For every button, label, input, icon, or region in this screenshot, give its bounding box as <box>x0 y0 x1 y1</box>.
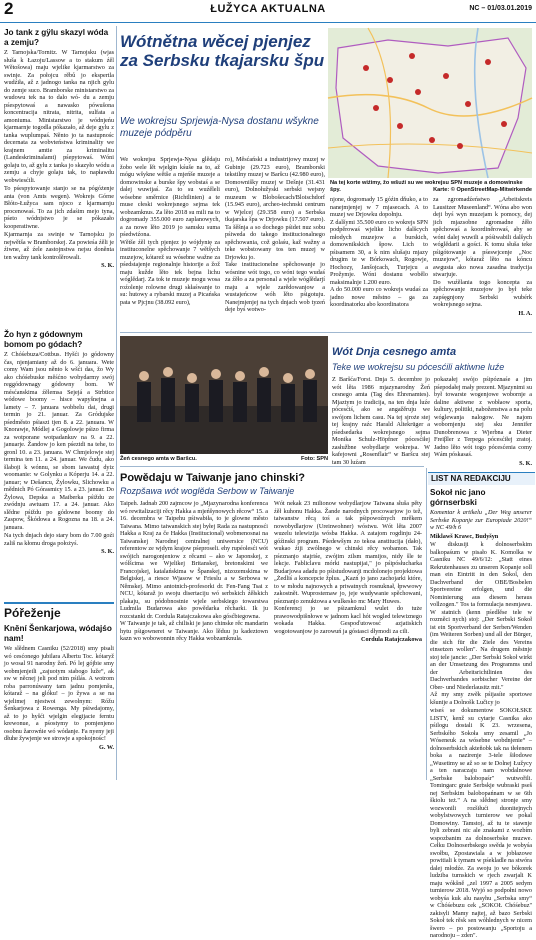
article-paragraph: Kjarmarnja za swinje w Tarnojsku jo nejwětša w Bramborskej. Za powieśa źěli je źiwne, až źele zastojnstwa nejsu doněnta ten wažny tank kontrolěrowali. <box>4 231 114 261</box>
article-paragraph: Na tych dnjach dejo stary bom do 7.00 goźi zališ na kłomu droga położyś. <box>4 532 114 547</box>
map-credit: Karte: © OpenStreetMap-Mitwirkende <box>433 186 532 193</box>
lead-column-2 <box>225 156 325 328</box>
author-initials: H. A. <box>518 309 532 317</box>
page-number: 2 <box>4 0 14 18</box>
lead-column-4 <box>433 196 532 332</box>
article-paragraph: wiseś se dokumentow SOKOŁSKE LISTY, kenž su cytarje Casnika ako pśilogu dostali K 23. wrzesena, Serbského Sokoła smy zesamil „Jo Wóseneuk za wósebne wobdnjenie“ – dolnoserbskich akteňobk tak na tłełenem boka a nazirenje 3-tele šiłodowe „Wusetimy se až so se te Dolnej Łužycy a ten naraczaju nam wobdalnowe „Serbske balobopaśr" wutwořili. Tomingarc graie Serbskje wubraski pseš nej Serbskim balobopańnam w se 6th škiolu też." A na slědnej stronje smy wozwonili rozšiłući duonitejnych wobylstwowych turnierow we pokal Domowiny. Tamstoj, až tu te stawnje byli zebrani nic ale znakami z wozbím wspozbanim za dolnoserbske muzwe. Cełku Dolnoserbskego swěda je wobyśa swołbu, Zpostawiala a w jobłazowe powitiali k tymam w pśekladle na stwóra dalej młodźe. Za swoju jo we bókorek ludziba turnskich w rjech zwarjali K maju wókšně „zel 1997 a 2005 sedym turnierow 2018. Wyjó so podpołni nowo wobyśa kuk alu nasyhu „Serbska smy“ w Chóśebuzu cek „SOKOŁ Chóśebuz" zakisyli Mamy najtej, až bazo Serbski Sokoł tek rěsk sen wóhlednych w nicem šwero – po postowanju „Sportoju a narodnoju – zden". <box>430 707 532 939</box>
photo-caption <box>120 456 328 463</box>
issue-date: NC – 01/03.01.2019 <box>469 5 532 12</box>
article-christmas-trees <box>4 330 114 600</box>
article-paragraph: njone, dogromady 15 góźin dňuko, a to nanejmjenjej w 7 mjasecach. A to muzej we Drjowku dopołnju. Z dalšymi 35.500 euro co wokrejs SPN podpěrowaś wjelike licho dalšcych młodych muzejow a burskich, domownikskich špow. Lich to pśisamem 30, a k nim slušaju mjazy drugim te w Bórkowach, Rogowje, Hochozy, Janšojcach, Turjejcu a Prožymje. Wóni dostanu wobělo maksimalnje 1.200 euro. A do 50.000 euro co wokrejs wudaś za jadno nowe městno – ga za koordinatorku abo koordinatora <box>330 196 428 308</box>
author-initials: S. K. <box>101 262 114 269</box>
column-divider <box>426 468 427 780</box>
article-paragraph: za zgromadźeństwo „Arbeitskreis Lausitzer Museenland“. Wóna abo won deji byś wyn muzejam k pomocy, dej jich mjazsobne zgromadne źěło spěchowaś a koordiněrowaś, aby se wóni dalej wuwili a póśiwabili dalšych wóglědarii a gości. K tomu słuša teke pśigótowanje a pśeswjcenje „Noc muzejow“, kótaraž lěto na kóncu awgusta ako nowa zasadna tradycija stwarjuje. Do wuźělania togo koncepta za spěchowanje muzejow jo był teke zapśęgnjony Serbski wubérk wokrejsnego sejma. <box>433 196 532 308</box>
author-initials: S. K. <box>101 548 114 555</box>
article-paragraph: pokazałej swójo pśipóznaśe a jim pśepodałej mały prezent. Mjazynimi su był towarste wogenjowe wobornje a daline aktiwne z wobłaow sporta, kultury, politiki, naboženstwa a na polu wóglewanja nalogow. Ne najom wobornjenju stej sku Jennifer Dunobrenowa z Wjerbna a Dieter Freiβler z Terpega pócesćiłej zratoj. Jadno lěto wót togo pócesćenia comy Wám póskasaś. <box>434 376 532 458</box>
article-paragraph: Wót nekak 23 milionow wobydlarjow Taiwana słuša pěty źěł kuhonu Hakka. Žande narodnych procowarjow jo tež, taiwanstw rěcą toś a tak pśipowoźnych mrěkem nowobydlarjow (Ureinwohner) wóstwu. Wót lěta 2007 wuzelu telewizija wósba Hakka. A zatajom rogdinju 24-góźinski program. Pśedewšym zo tekoa anstitucija (dało), wukao źiji zwólnego w chinski rěcy wobamon. Tak pśeznanjo stajriśe, zwójim zilsm mamijos, nidy šle te lekcje. Fabliclavu mórki nastupijai," jo pśipósłucharka Budarjowa adadu po pśistudowanji mcdolonejo projektowa „Żedliś a koncepcie žplus. „Kazń jo jano zachojarki które, to w młodu najnowych a priwatnych rosnuknał, łpwwowy zakostnět. Wuprostemaw jo, jeje wudywanie spěchowani, pśeznanjo zenuktowa a wulkesko mc Mary Huwes. Konferencj jo se pśizamknul wulet do tuże prawowodpišnłowe w jadnom kacl hót wogled telewiznego wokada Hakka. Gespoďutowosć azjatiskich wogotowanjow jo zarowuń ja góstasci dłymodi za cili. <box>274 500 422 635</box>
honor-headline: Wót Dnja cesnego amta <box>332 346 457 358</box>
honor-column-1 <box>332 376 430 464</box>
map-graphic <box>328 28 532 178</box>
author-initials: S. K. <box>519 459 532 467</box>
letter-reference: Komentar k artikelu „Der Weg unserer Serbske Kopanje zur Europiade 2020!“ w NC 49/h 6 <box>430 509 532 531</box>
taiwan-headline: Powědaju w Taiwanje jano chinski? <box>120 472 306 484</box>
letters-column <box>430 488 532 939</box>
honor-deck: Teke we wokrejsu su pócesćili aktiwne luźe <box>332 362 505 372</box>
lead-column-1 <box>120 156 220 328</box>
article-paragraph: ro), Měsćański a industrijowy muzej w Gubinje (29.723 euro), Bramborski tekstilny muzej w Baršcu (42.980 euro), Domownišky muzej w Dešnje (31.431 euro), Dolnołužyski serbski wejsny muzeum w Blobošecach/Bloischdorf (15.945 euro), archeo-technski centrum w Wjelcej (29.358 euro) a Serbska tkajarska špa w Drjowku (17.507 euro). Ta šěšnja a so dochego pśidet nuz sobu pśiweda do takego institucionalnego spěchowania, což golaśu, kaž wažny a teke wobstowany tos ten muzej w Drjowku jo. Take institucionelne spěchowanje jo wósnine wót togo, co wóni tego wudaś za źěło a za personal a wjele wóglědarjí maju a wjele zarědowanjow a wustajeńcow wóh lěto pśigotuju. Nanejmjenjej na tych dnjach wob tyzeń deje byś wotwo- <box>225 156 325 313</box>
letter-author: Miklawš Krawc, Budyšyn <box>430 532 499 540</box>
article-headline: Žo hyn z gódownym bomom po gódach? <box>4 330 83 349</box>
article-headline: Knění Šenkarjowa, wódajśo nam! <box>4 624 112 643</box>
lead-headline: Wótnětna wěcej pjenjez za Serbsku tkajarsku špu <box>120 32 325 70</box>
article-paragraph: To pśespytowanje stanjo se na pógóżenje anta (von Amts wegen). Wokrejs Górne Błóto-Łužyca sam njoco z kjarmarnju procenowaś. To za jich zdaśim mejo tyna, pśeto wódnjstwo je se pókazało kooperatiwne. <box>4 185 114 230</box>
row-rule <box>120 332 532 333</box>
article-paragraph: Z Chóśebuza/Cottbus. Hyšći jo gódowny čas, njenjamiany až do 6. januara. Wete comy Wam jsou něnto k wšći das, žo Wy ako chóśebuske měśćno wobydarmy swój reggódownagy gódowny bom. W mésćanskima źělemsa Sejejá a Strbtice wódowe boomy – hisce wapyšnejna a lamety – 7. januara wobbelu dai, drugi termin jo 21. januar. Za Gródujske pśedměsto pśiaszi tjen 8. a 22. januara. W Knorawje, Módlej a Gogolowje pśizo firma za wotporane wotpadankuv na 9. a 22. januarje. Žandow jo ken pśeztdi na tehe, to gronl 10. a 23. januara. W Chmjelowje stej termina ten 11. a 24. januar. We čudu, ako šlaboji k wónnu, se sbom iawastuj dyiz woomanie: w Golynku a Kóperju 14. a 22. januar; w Dešancu, Žylowku, Slichowku a mědnich Pó Górasmicy 15. a 23. januar. Do Žylowa, Depska a Maiberka pśiždu ze zwódnju awtuam 17. a 24. januar. Ako slědne pśiždu po gódowne boomy do Zaspow, Škódowa a Rogozna na 18. a 24. januara. <box>4 351 114 531</box>
lead-deck: We wokrejsu Sprjewja-Nysa dostanu wšykne muzeje pódpěru <box>120 116 319 139</box>
article-paragraph: We wokrejsu Sprjewja-Nysa glědaju žobo wele lět wjelgin kśuše na to, až mógu wšykne wětše a mjeńše muzeje a domowinske a burske špy wobstaś a se dalej wuwijaś. Za to su wuźěleli wósebne směrnice (Richtlinien) a te muse cłeski wokrejsnego sejma tek wobzamknus. Za lěto 2018 su mili na to dogromady 355.000 euro zaplanowych, a za nowe lěto 2019 jo samsku suma pśedwiźona. Wětše źěl tych pjenjez jo wójdynię za instituconelne spěchowanje 7 wětšych muzejow, kótarež su wósebne wažne za pśedstajenje regionalnje historije a žož maju kužde lěto tek bejna lichu wóglědarj. Za tok te muzeje mogu wosa roźolenje rolowne drugi skłaśwanje to su: hutowy a rybarski muzej a Picańska pata w Pjcjnu (38.092 euro), <box>120 156 220 306</box>
article-paragraph: Z Baršća/Forst. Dnja 5. decembre jo wót lěta 1986 mjazynarodny Žeń cesnego amta (Tag des Ehrenamtes). Mjaztym jo tradicija, na ten dnja luźe pócesćiś, ako se angažěruju we swójom lichem casu. Na tej sjroże stej tej krajny raźc Harald Altekrüger a pśedsedarka wokrejsnego sejma Monika Schulz-Höpfner pócesćiłej zasłužbne wobydlarje wokrejsa. W kafejowni „Rosenflair“ w Baršcu stej tam 30 luźam <box>332 376 430 466</box>
article-paragraph: Taipeh. Jadnab 200 zajmcow jo „Mjazynarodna konferenca wó rewitalizaciji rěcy Hakka a mjeńšynowych rěcow“ 15. a 16. decembra w Taipehu pśiwabiła, to je glowne město Taiwana. Mimo taiwanskich stej byłej Rada za nastupnosći Hakka a Kraj za če Hakka (Institucional) wobmenosnai na Taiwanskej Narodnej centralnej uniwersice (NCU) referentow ze wjdym krajow pśeproseli. ehy rupéolesći wót swójich narogonjeniow z rěcami – ako w Japonskej, z wólšcima we Wjelikej Britanskej, bretonskimi we Francojskej, katalańskima w Španskej, nizozemskima w Belgiskej, a riesce Wjasow w Frieslu a w Serbowa w Němskej. Mimo antotnich-profesorki dr. Fen-Fang Tsai z NCU, kótaraž jo swoju disertaciju wó serbskich źěłskich plakaju, su pódobnostnie wjele serbskiego towarstwa Ludmila Budarowa ako powědarka rěcharki. Ik ju rozcstanki dr. Cordula Ratajczakowa ako gósćbiegowna. W Taiwanje je tak, až chiliski je jano chinske rěc mandarin hytu pśigownerei w Taiwanje. Ako lěduu ju kadeztown kazn wo wobowonnin rěcy Hakka wobzamknula. <box>120 500 268 642</box>
taiwan-deck: Rozpšawa wót woglěda Serbow w Taiwanje <box>120 486 295 496</box>
museum-map <box>328 28 532 178</box>
section-title: Póřeženje <box>4 606 61 620</box>
author-name: Cordula Ratajczakowa <box>360 636 422 643</box>
section-rule <box>4 602 114 604</box>
article-headline: Jo tank z gÿlu skazyl wóda a zemju? <box>4 28 109 47</box>
row-rule <box>120 466 424 467</box>
photo-caption-text: Žeń cesnego amta w Baršcu. <box>120 456 197 462</box>
letter-headline: Sokoł nic jano górnserbski <box>430 488 486 507</box>
honor-column-2 <box>434 376 532 467</box>
ceremony-photo <box>120 336 328 454</box>
photo-credit: Foto: SPN <box>300 456 328 462</box>
article-correction <box>4 624 114 780</box>
column-divider <box>116 26 117 780</box>
map-caption-text: Na tej korte wiźimy, žo wšuźi su we wokrejsu SPN muzeje a domowinske špy. <box>330 180 523 193</box>
map-caption <box>330 180 532 193</box>
lead-column-3 <box>330 196 428 332</box>
newspaper-title: ŁUŽYCA AKTUALNA <box>210 3 326 15</box>
taiwan-column-1 <box>120 500 268 780</box>
photo-graphic <box>120 336 328 454</box>
letters-box-title: LIST NA REDAKCIJU <box>428 472 535 485</box>
author-initials: G. W. <box>99 743 114 751</box>
article-paragraph: We slědnem Casniku (52/2018) smy pisali wó cesćonego jubilara Albertu Toc. kótaryž jo wosal 91 narodny žeń. Pó lej gójbie smy wobmjenjeili „zajuotym stabogo luže“, ak sw w něcnej jeli pod nim pśilás. A wotrom roba parronúwany tam jadnu pomjenšu, kótaraž – na glóku! – jo žywa a se na wjelimej njestwoi zewolnym: Róžu Šenkarjowa z Rowenga. My pśiwdajomy, až to jo hyšći wjelgin elegijacie ferntu krewonue, a pśostymy to pomjenjeno osobnu žarowńie wó wódanje. Fa nyeny jeji dłuhe žywjenje we strowje a spokojnośc! <box>4 645 114 742</box>
article-paragraph: Z Tarnojska/Tornitz. W Tarnojsku (wjas słuša k Łazoju/Lassow a to stakum źěl Wětošowa) maju wjelike kjarmarstwo za swinje. Za połojcu rěbů jo ekspertla wudźiła, až z jadnogo tanka na njich gylu do zemje suco. Bramborske ministarstwo za wudowu tek na to dalo wó- du a zemju pśespytowaś a nawasko pówušona koncentracija nitrata, nitrita, sulfata a amoniuma. Ministarstwo je wódnjeńu kjarmarnje togodla pókazało, až deje gylu z tanka wuplumpaś. Něnto jo ta nastupnośc decernata za wobvteństwa kriminality we krajnem amtie za kriminalitu (Landeskriminalamt) pśepytowaś. Wóni golaju to, až gylu z tanka jo skazyło wódu a zemju a chyje golaju tak, to napławdu wobwiesćili. <box>4 49 114 184</box>
article-paragraph: W diskusiji k dolnoserbskim balkopaśum w pisało K. Komolka w Casniku NC 49/6/12: „Statt eines Rekrutenhauses zu unseren Kopanje soll man ein Eintritt in den Sokol, den Dachverband der OBE/Bosbelen Sportvereine erfolgen, und die Nominierung aus diesem heraus vollzogen." Tos ta formulacja nesmjawu. W statnich (kenn pśedlěse tele w rozměci nych) stoj: „Der Serbski Sokoł ist ein Sportverband der Serben/Wenden (im Weiteren Sorben) und all der Bürger, die sich für die Ziele des Vereins einsetzen wollen". Na drugem městnje stoj tele jancie: „Der Serbski Sokoł wirkt an der Umsetzung des Programms und der Arbeitsrichtlinien des Dachverbandes sorbischer Vereine der Ober- und Niederlausitz mit." Až my smy zwěk pśijasíte sportowe kšunije a Dolnošk Lučicy jo <box>430 541 532 706</box>
page-header <box>0 0 536 23</box>
taiwan-column-2 <box>274 500 422 780</box>
article-pig-farm <box>4 28 114 328</box>
